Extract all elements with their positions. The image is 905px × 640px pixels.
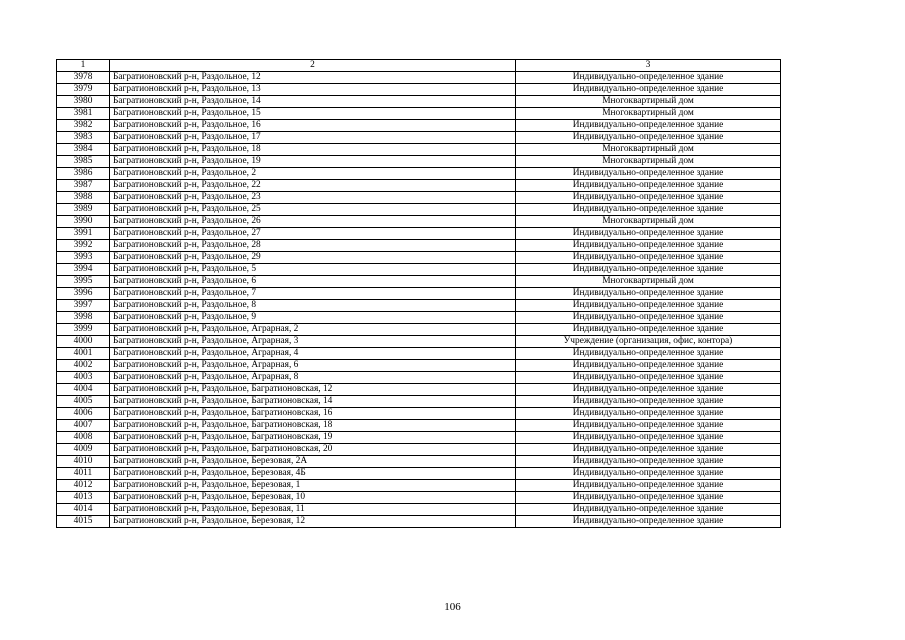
object-type-cell: Индивидуально-определенное здание	[516, 456, 781, 468]
table-row	[57, 504, 781, 516]
object-type-cell: Индивидуально-определенное здание	[516, 480, 781, 492]
table-row	[57, 336, 781, 348]
object-type-cell: Индивидуально-определенное здание	[516, 120, 781, 132]
table-row	[57, 144, 781, 156]
object-type-cell: Индивидуально-определенное здание	[516, 516, 781, 528]
table-row	[57, 468, 781, 480]
row-number-cell: 3987	[57, 180, 110, 192]
row-number-cell: 3978	[57, 72, 110, 84]
row-number-cell: 4013	[57, 492, 110, 504]
object-type-cell: Индивидуально-определенное здание	[516, 444, 781, 456]
address-cell: Багратионовский р-н, Раздольное, Березовая, 4Б	[110, 468, 516, 480]
address-cell: Багратионовский р-н, Раздольное, Аграрная, 4	[110, 348, 516, 360]
object-type-cell: Индивидуально-определенное здание	[516, 468, 781, 480]
address-cell: Багратионовский р-н, Раздольное, 16	[110, 120, 516, 132]
row-number-cell: 3985	[57, 156, 110, 168]
row-number-cell: 3996	[57, 288, 110, 300]
table-row	[57, 228, 781, 240]
row-number-cell: 3983	[57, 132, 110, 144]
object-type-cell: Индивидуально-определенное здание	[516, 240, 781, 252]
row-number-cell: 4014	[57, 504, 110, 516]
object-type-cell: Индивидуально-определенное здание	[516, 372, 781, 384]
object-type-cell: Многоквартирный дом	[516, 216, 781, 228]
address-cell: Багратионовский р-н, Раздольное, Багратионовская, 18	[110, 420, 516, 432]
object-type-cell: Индивидуально-определенное здание	[516, 420, 781, 432]
object-type-cell: Многоквартирный дом	[516, 156, 781, 168]
address-cell: Багратионовский р-н, Раздольное, 7	[110, 288, 516, 300]
table-row	[57, 276, 781, 288]
object-type-cell: Многоквартирный дом	[516, 96, 781, 108]
object-type-cell: Индивидуально-определенное здание	[516, 132, 781, 144]
row-number-cell: 4003	[57, 372, 110, 384]
row-number-cell: 3990	[57, 216, 110, 228]
address-cell: Багратионовский р-н, Раздольное, 23	[110, 192, 516, 204]
row-number-cell: 4007	[57, 420, 110, 432]
table-row	[57, 240, 781, 252]
table-row	[57, 324, 781, 336]
header-cell-type: 3	[516, 60, 781, 72]
object-type-cell: Индивидуально-определенное здание	[516, 288, 781, 300]
table-row	[57, 492, 781, 504]
object-type-cell: Учреждение (организация, офис, контора)	[516, 336, 781, 348]
address-cell: Багратионовский р-н, Раздольное, 6	[110, 276, 516, 288]
table-row	[57, 420, 781, 432]
table-row	[57, 456, 781, 468]
object-type-cell: Индивидуально-определенное здание	[516, 168, 781, 180]
table-row	[57, 300, 781, 312]
object-type-cell: Многоквартирный дом	[516, 276, 781, 288]
object-type-cell: Индивидуально-определенное здание	[516, 504, 781, 516]
object-type-cell: Многоквартирный дом	[516, 144, 781, 156]
row-number-cell: 4009	[57, 444, 110, 456]
header-cell-address: 2	[110, 60, 516, 72]
row-number-cell: 3981	[57, 108, 110, 120]
table-row	[57, 264, 781, 276]
object-type-cell: Индивидуально-определенное здание	[516, 348, 781, 360]
address-cell: Багратионовский р-н, Раздольное, Березовая, 1	[110, 480, 516, 492]
row-number-cell: 4006	[57, 408, 110, 420]
table-row	[57, 180, 781, 192]
object-type-cell: Индивидуально-определенное здание	[516, 300, 781, 312]
table-row	[57, 360, 781, 372]
object-type-cell: Индивидуально-определенное здание	[516, 264, 781, 276]
address-cell: Багратионовский р-н, Раздольное, 13	[110, 84, 516, 96]
table-row	[57, 396, 781, 408]
row-number-cell: 4008	[57, 432, 110, 444]
address-cell: Багратионовский р-н, Раздольное, Багратионовская, 14	[110, 396, 516, 408]
object-type-cell: Индивидуально-определенное здание	[516, 432, 781, 444]
row-number-cell: 3989	[57, 204, 110, 216]
row-number-cell: 4000	[57, 336, 110, 348]
table-row	[57, 96, 781, 108]
row-number-cell: 3979	[57, 84, 110, 96]
address-cell: Багратионовский р-н, Раздольное, 19	[110, 156, 516, 168]
row-number-cell: 3998	[57, 312, 110, 324]
object-type-cell: Индивидуально-определенное здание	[516, 180, 781, 192]
table-row	[57, 204, 781, 216]
row-number-cell: 3993	[57, 252, 110, 264]
row-number-cell: 3994	[57, 264, 110, 276]
row-number-cell: 4011	[57, 468, 110, 480]
object-type-cell: Индивидуально-определенное здание	[516, 324, 781, 336]
table-body	[57, 60, 781, 528]
address-cell: Багратионовский р-н, Раздольное, 29	[110, 252, 516, 264]
object-type-cell: Индивидуально-определенное здание	[516, 252, 781, 264]
address-cell: Багратионовский р-н, Раздольное, 26	[110, 216, 516, 228]
row-number-cell: 4002	[57, 360, 110, 372]
object-type-cell: Индивидуально-определенное здание	[516, 204, 781, 216]
table-row	[57, 108, 781, 120]
address-cell: Багратионовский р-н, Раздольное, Аграрная, 3	[110, 336, 516, 348]
table-row	[57, 84, 781, 96]
address-cell: Багратионовский р-н, Раздольное, Березовая, 2А	[110, 456, 516, 468]
property-register-table	[56, 59, 781, 528]
row-number-cell: 3992	[57, 240, 110, 252]
row-number-cell: 4004	[57, 384, 110, 396]
row-number-cell: 4005	[57, 396, 110, 408]
address-cell: Багратионовский р-н, Раздольное, 8	[110, 300, 516, 312]
table-row	[57, 120, 781, 132]
object-type-cell: Индивидуально-определенное здание	[516, 360, 781, 372]
object-type-cell: Индивидуально-определенное здание	[516, 396, 781, 408]
row-number-cell: 3988	[57, 192, 110, 204]
object-type-cell: Индивидуально-определенное здание	[516, 312, 781, 324]
row-number-cell: 3980	[57, 96, 110, 108]
table-row	[57, 192, 781, 204]
row-number-cell: 4010	[57, 456, 110, 468]
row-number-cell: 4015	[57, 516, 110, 528]
table-row	[57, 432, 781, 444]
table-header-row	[57, 60, 781, 72]
row-number-cell: 3995	[57, 276, 110, 288]
address-cell: Багратионовский р-н, Раздольное, 14	[110, 96, 516, 108]
address-cell: Багратионовский р-н, Раздольное, Березовая, 11	[110, 504, 516, 516]
address-cell: Багратионовский р-н, Раздольное, 12	[110, 72, 516, 84]
address-cell: Багратионовский р-н, Раздольное, Аграрная, 2	[110, 324, 516, 336]
address-cell: Багратионовский р-н, Раздольное, 25	[110, 204, 516, 216]
table-row	[57, 372, 781, 384]
address-cell: Багратионовский р-н, Раздольное, Багратионовская, 19	[110, 432, 516, 444]
address-cell: Багратионовский р-н, Раздольное, Березовая, 12	[110, 516, 516, 528]
header-cell-number: 1	[57, 60, 110, 72]
address-cell: Багратионовский р-н, Раздольное, Багратионовская, 20	[110, 444, 516, 456]
table-row	[57, 156, 781, 168]
table-row	[57, 132, 781, 144]
table-row	[57, 252, 781, 264]
object-type-cell: Индивидуально-определенное здание	[516, 492, 781, 504]
table-row	[57, 408, 781, 420]
row-number-cell: 3991	[57, 228, 110, 240]
address-cell: Багратионовский р-н, Раздольное, 5	[110, 264, 516, 276]
object-type-cell: Индивидуально-определенное здание	[516, 192, 781, 204]
row-number-cell: 3984	[57, 144, 110, 156]
table-row	[57, 516, 781, 528]
row-number-cell: 3982	[57, 120, 110, 132]
address-cell: Багратионовский р-н, Раздольное, 17	[110, 132, 516, 144]
object-type-cell: Многоквартирный дом	[516, 108, 781, 120]
table-row	[57, 288, 781, 300]
address-cell: Багратионовский р-н, Раздольное, 27	[110, 228, 516, 240]
row-number-cell: 3999	[57, 324, 110, 336]
address-cell: Багратионовский р-н, Раздольное, Аграрная, 8	[110, 372, 516, 384]
table-row	[57, 348, 781, 360]
address-cell: Багратионовский р-н, Раздольное, 2	[110, 168, 516, 180]
address-cell: Багратионовский р-н, Раздольное, Багратионовская, 12	[110, 384, 516, 396]
table-row	[57, 480, 781, 492]
address-cell: Багратионовский р-н, Раздольное, 9	[110, 312, 516, 324]
row-number-cell: 3997	[57, 300, 110, 312]
object-type-cell: Индивидуально-определенное здание	[516, 408, 781, 420]
object-type-cell: Индивидуально-определенное здание	[516, 384, 781, 396]
row-number-cell: 4001	[57, 348, 110, 360]
address-cell: Багратионовский р-н, Раздольное, Березовая, 10	[110, 492, 516, 504]
table-row	[57, 216, 781, 228]
address-cell: Багратионовский р-н, Раздольное, Аграрная, 6	[110, 360, 516, 372]
address-cell: Багратионовский р-н, Раздольное, 15	[110, 108, 516, 120]
row-number-cell: 3986	[57, 168, 110, 180]
table-row	[57, 312, 781, 324]
table-row	[57, 168, 781, 180]
address-cell: Багратионовский р-н, Раздольное, Багратионовская, 16	[110, 408, 516, 420]
object-type-cell: Индивидуально-определенное здание	[516, 84, 781, 96]
address-cell: Багратионовский р-н, Раздольное, 22	[110, 180, 516, 192]
address-cell: Багратионовский р-н, Раздольное, 18	[110, 144, 516, 156]
table-row	[57, 72, 781, 84]
page-number: 106	[444, 601, 461, 613]
object-type-cell: Индивидуально-определенное здание	[516, 228, 781, 240]
address-cell: Багратионовский р-н, Раздольное, 28	[110, 240, 516, 252]
row-number-cell: 4012	[57, 480, 110, 492]
table-row	[57, 384, 781, 396]
object-type-cell: Индивидуально-определенное здание	[516, 72, 781, 84]
table-row	[57, 444, 781, 456]
